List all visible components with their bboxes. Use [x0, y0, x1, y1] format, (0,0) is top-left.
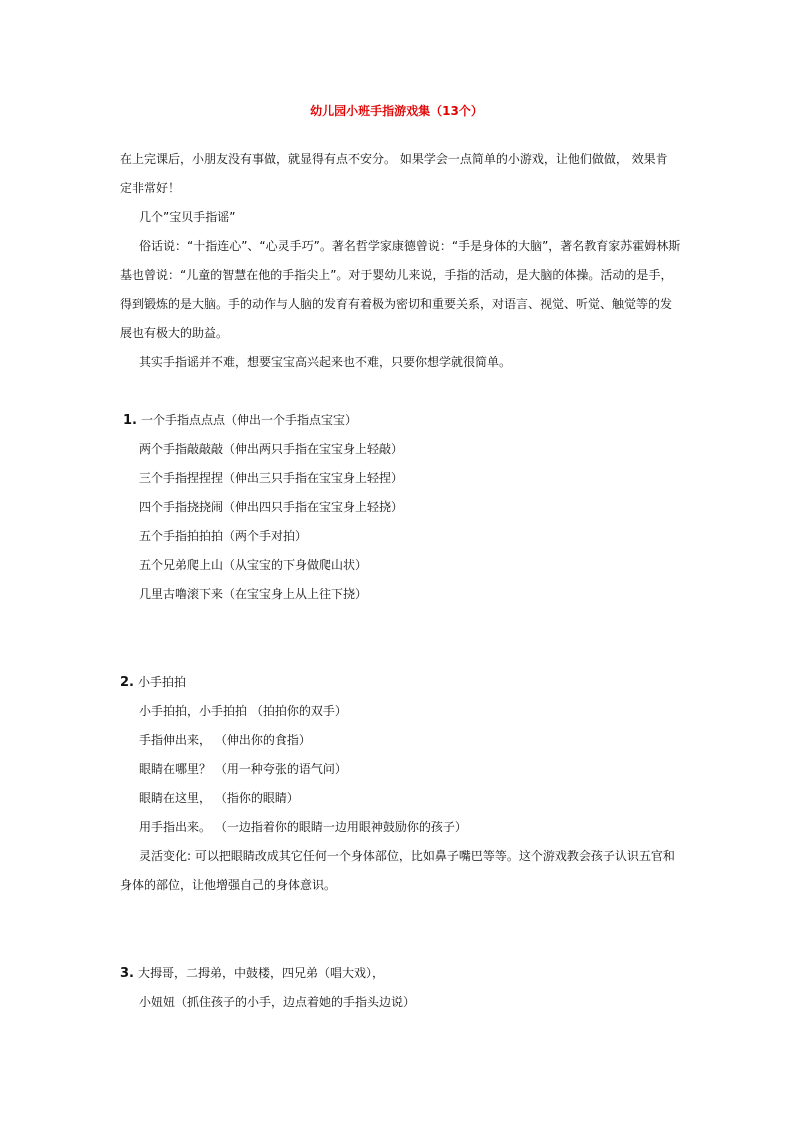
- section-1-line: 五个兄弟爬上山（从宝宝的下身做爬山状）: [139, 558, 368, 572]
- section-3-line: 小妞妞（抓住孩子的小手，边点着她的手指头边说）: [139, 995, 416, 1009]
- section-2-heading-text: 小手拍拍: [137, 675, 186, 689]
- section-2-line: 眼睛在哪里？ （用一种夸张的语气问）: [139, 762, 347, 776]
- intro-subheading: 几个”宝贝手指谣”: [139, 210, 236, 224]
- section-2-line: 小手拍拍，小手拍拍 （拍拍你的双手）: [139, 704, 347, 718]
- intro-line-2: 定非常好！: [120, 181, 181, 195]
- section-2-line: 眼睛在这里， （指你的眼睛）: [139, 791, 299, 805]
- section-1-line: 五个手指拍拍拍（两个手对拍）: [139, 529, 308, 543]
- section-1-line: 两个手指敲敲敲（伸出两只手指在宝宝身上轻敲）: [139, 442, 404, 456]
- section-1-heading: [123, 411, 357, 430]
- section-2-line: 用手指出来。 （一边指着你的眼睛一边用眼神鼓励你的孩子）: [139, 820, 467, 834]
- section-1-number: 1.: [123, 413, 137, 428]
- section-1-line: 几里古噜滚下来（在宝宝身上从上往下挠）: [139, 587, 368, 601]
- section-3-heading: [120, 964, 384, 983]
- intro-paragraph-1-line-3: 得到锻炼的是大脑。手的动作与人脑的发育有着极为密切和重要关系，对语言、视觉、听觉、触觉等的发: [120, 297, 673, 311]
- section-2-variation-line-2: 身体的部位，让他增强自己的身体意识。: [120, 878, 337, 892]
- section-3-heading-text: 大拇哥，二拇弟，中鼓楼，四兄弟（唱大戏），: [137, 966, 384, 980]
- intro-line-1: 在上完课后，小朋友没有事做，就显得有点不安分。 如果学会一点简单的小游戏，让他们做做， 效果肯: [120, 152, 668, 166]
- intro-paragraph-1-line-1: 俗话说：“十指连心”、“心灵手巧”。著名哲学家康德曾说：“手是身体的大脑”，著名教育家苏霍姆林斯: [139, 239, 681, 253]
- intro-paragraph-2: 其实手指谣并不难，想要宝宝高兴起来也不难，只要你想学就很简单。: [139, 355, 512, 369]
- section-2-line: 手指伸出来， （伸出你的食指）: [139, 733, 311, 747]
- section-2-number: 2.: [120, 675, 134, 690]
- section-2-variation-line-1: 灵活变化: 可以把眼睛改成其它任何一个身体部位，比如鼻子嘴巴等等。这个游戏教会孩子认识五官和: [139, 849, 675, 863]
- document-title: 幼儿园小班手指游戏集（13个）: [310, 104, 483, 118]
- intro-paragraph-1-line-2: 基也曾说：“儿童的智慧在他的手指尖上”。对于婴幼儿来说，手指的活动，是大脑的体操。活动的是手，: [120, 268, 673, 282]
- section-2-heading: [120, 673, 186, 692]
- section-3-number: 3.: [120, 966, 134, 981]
- intro-paragraph-1-line-4: 展也有极大的助益。: [120, 326, 229, 340]
- section-1-heading-text: 一个手指点点点（伸出一个手指点宝宝）: [140, 413, 357, 427]
- section-1-line: 四个手指挠挠闹（伸出四只手指在宝宝身上轻挠）: [139, 500, 404, 514]
- section-1-line: 三个手指捏捏捏（伸出三只手指在宝宝身上轻捏）: [139, 471, 404, 485]
